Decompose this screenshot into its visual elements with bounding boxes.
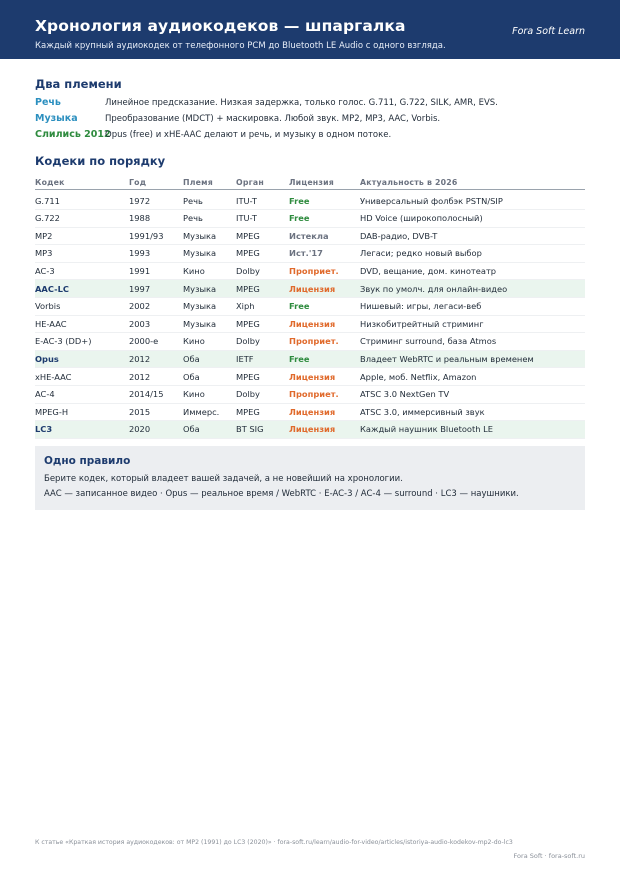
body-cell: Dolby [236, 385, 289, 403]
body-cell: Dolby [236, 262, 289, 280]
relevance-cell: DAB-радио, DVB-T [360, 227, 585, 245]
license-cell: Free [289, 210, 360, 228]
tribe-cell: Музыка [183, 245, 236, 263]
codec-cell: HE-AAC [35, 315, 129, 333]
table-row [35, 350, 585, 368]
body-cell: MPEG [236, 403, 289, 421]
relevance-cell: Звук по умолч. для онлайн-видео [360, 280, 585, 298]
license-cell: Free [289, 190, 360, 210]
year-cell: 1997 [129, 280, 183, 298]
relevance-cell: Универсальный фолбэк PSTN/SIP [360, 190, 585, 210]
year-cell: 2012 [129, 350, 183, 368]
tribe-cell: Музыка [183, 315, 236, 333]
body-cell: MPEG [236, 315, 289, 333]
year-cell: 1988 [129, 210, 183, 228]
tribe-cell: Кино [183, 262, 236, 280]
codec-cell: Opus [35, 350, 129, 368]
license-cell: Free [289, 297, 360, 315]
relevance-cell: HD Voice (широкополосный) [360, 210, 585, 228]
table-row [35, 368, 585, 386]
year-cell: 2012 [129, 368, 183, 386]
year-cell: 2015 [129, 403, 183, 421]
table-row [35, 385, 585, 403]
header-banner [0, 0, 620, 59]
tribe-cell: Иммерс. [183, 403, 236, 421]
codecs-table [35, 175, 585, 439]
tribe-row-merged [35, 129, 595, 143]
codec-cell: MP2 [35, 227, 129, 245]
tribe-cell: Оба [183, 421, 236, 439]
codec-cell: Vorbis [35, 297, 129, 315]
table-row [35, 262, 585, 280]
column-header-year: Год [129, 175, 183, 190]
body-cell: BT SIG [236, 421, 289, 439]
relevance-cell: ATSC 3.0 NextGen TV [360, 385, 585, 403]
codec-cell: G.711 [35, 190, 129, 210]
table-row [35, 403, 585, 421]
year-cell: 1991/93 [129, 227, 183, 245]
table-row [35, 421, 585, 439]
relevance-cell: Apple, моб. Netflix, Amazon [360, 368, 585, 386]
relevance-cell: DVD, вещание, дом. кинотеатр [360, 262, 585, 280]
codec-cell: AC-3 [35, 262, 129, 280]
tribe-row-speech [35, 97, 595, 111]
body-cell: MPEG [236, 280, 289, 298]
relevance-cell: Легаси; редко новый выбор [360, 245, 585, 263]
body-cell: Xiph [236, 297, 289, 315]
relevance-cell: Нишевый: игры, легаси-веб [360, 297, 585, 315]
body-cell: Dolby [236, 333, 289, 351]
table-row [35, 333, 585, 351]
codec-cell: G.722 [35, 210, 129, 228]
license-cell: Лицензия [289, 403, 360, 421]
body-cell: MPEG [236, 227, 289, 245]
codecs-heading: Кодеки по порядку [35, 154, 166, 168]
codec-cell: MP3 [35, 245, 129, 263]
table-row [35, 315, 585, 333]
year-cell: 2003 [129, 315, 183, 333]
codec-cell: MPEG-H [35, 403, 129, 421]
table-row [35, 297, 585, 315]
license-cell: Истекла [289, 227, 360, 245]
codec-cell: AC-4 [35, 385, 129, 403]
tribe-description: Линейное предсказание. Низкая задержка, только голос. G.711, G.722, SILK, AMR, EVS. [105, 98, 498, 108]
tribe-cell: Оба [183, 350, 236, 368]
tribe-cell: Кино [183, 385, 236, 403]
rule-summary: AAC — записанное видео · Opus — реальное время / WebRTC · E-AC-3 / AC-4 — surround · LC3 — наушники. [44, 489, 519, 499]
body-cell: ITU-T [236, 210, 289, 228]
license-cell: Проприет. [289, 385, 360, 403]
tribe-cell: Музыка [183, 297, 236, 315]
year-cell: 2002 [129, 297, 183, 315]
codec-cell: LC3 [35, 421, 129, 439]
license-cell: Проприет. [289, 262, 360, 280]
body-cell: MPEG [236, 368, 289, 386]
table-row [35, 210, 585, 228]
tribe-name: Музыка [35, 113, 78, 124]
tribe-cell: Оба [183, 368, 236, 386]
relevance-cell: Владеет WebRTC и реальным временем [360, 350, 585, 368]
license-cell: Проприет. [289, 333, 360, 351]
source-footnote: К статье «Краткая история аудиокодеков: от MP2 (1991) до LC3 (2020)» · fora-soft.ru/learn/audio-for-video/articles/istoriya-audio-kodekov-mp2-do-lc3 [35, 839, 513, 846]
tribe-cell: Речь [183, 190, 236, 210]
relevance-cell: ATSC 3.0, иммерсивный звук [360, 403, 585, 421]
relevance-cell: Стриминг surround, база Atmos [360, 333, 585, 351]
year-cell: 1991 [129, 262, 183, 280]
tribe-description: Opus (free) и xHE-AAC делают и речь, и музыку в одном потоке. [105, 130, 392, 140]
license-cell: Лицензия [289, 315, 360, 333]
tribe-cell: Речь [183, 210, 236, 228]
rule-text: Берите кодек, который владеет вашей задачей, а не новейший на хронологии. [44, 474, 403, 484]
tribe-cell: Музыка [183, 280, 236, 298]
codec-cell: E-AC-3 (DD+) [35, 333, 129, 351]
relevance-cell: Низкобитрейтный стриминг [360, 315, 585, 333]
column-header-license: Лицензия [289, 175, 360, 190]
tribe-name: Речь [35, 97, 61, 108]
column-header-tribe: Племя [183, 175, 236, 190]
credit-footnote: Fora Soft · fora-soft.ru [513, 852, 585, 860]
relevance-cell: Каждый наушник Bluetooth LE [360, 421, 585, 439]
license-cell: Лицензия [289, 421, 360, 439]
tribe-name: Слились 2012 [35, 129, 111, 140]
column-header-relevance: Актуальность в 2026 [360, 175, 585, 190]
tribes-heading: Два племени [35, 77, 122, 91]
table-row [35, 280, 585, 298]
tribe-row-music [35, 113, 595, 127]
year-cell: 2014/15 [129, 385, 183, 403]
license-cell: Ист.'17 [289, 245, 360, 263]
rule-box [35, 446, 585, 510]
body-cell: MPEG [236, 245, 289, 263]
tribe-cell: Кино [183, 333, 236, 351]
year-cell: 2000-е [129, 333, 183, 351]
table-row [35, 245, 585, 263]
year-cell: 1993 [129, 245, 183, 263]
table-row [35, 227, 585, 245]
table-header-row [35, 175, 585, 190]
column-header-codec: Кодек [35, 175, 129, 190]
codec-cell: AAC-LC [35, 280, 129, 298]
column-header-body: Орган [236, 175, 289, 190]
tribe-description: Преобразование (MDCT) + маскировка. Любой звук. MP2, MP3, AAC, Vorbis. [105, 114, 441, 124]
codec-cell: xHE-AAC [35, 368, 129, 386]
body-cell: ITU-T [236, 190, 289, 210]
year-cell: 2020 [129, 421, 183, 439]
rule-title: Одно правило [44, 455, 131, 467]
license-cell: Лицензия [289, 280, 360, 298]
codecs-table-body [35, 190, 585, 439]
year-cell: 1972 [129, 190, 183, 210]
tribe-cell: Музыка [183, 227, 236, 245]
body-cell: IETF [236, 350, 289, 368]
license-cell: Free [289, 350, 360, 368]
page-title: Хронология аудиокодеков — шпаргалка [35, 17, 406, 35]
brand-label: Fora Soft Learn [512, 26, 585, 37]
page-subtitle: Каждый крупный аудиокодек от телефонного PCM до Bluetooth LE Audio с одного взгляда. [35, 41, 446, 51]
license-cell: Лицензия [289, 368, 360, 386]
table-row [35, 190, 585, 210]
